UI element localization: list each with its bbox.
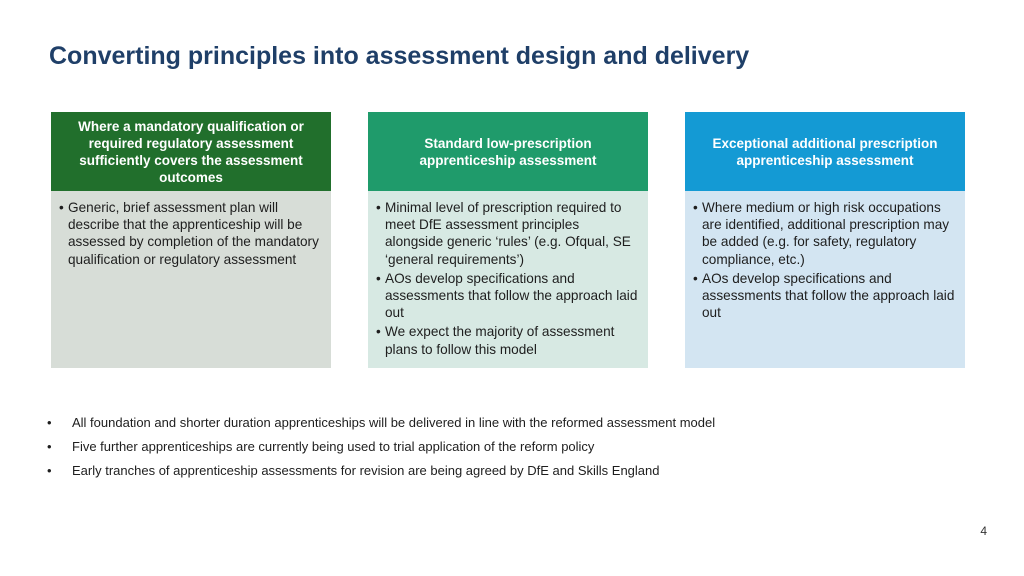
summary-bullet-list: [47, 414, 715, 486]
card-bullet: • We expect the majority of assessment plans to follow this model: [376, 324, 615, 357]
summary-bullet: • Five further apprenticeships are currently being used to trial application of the reform policy: [47, 439, 595, 454]
card-bullet: • Where medium or high risk occupations are identified, additional prescription may be added (e.g. for safety, regulatory compliance, etc.): [693, 200, 950, 267]
bullet-icon: •: [59, 200, 64, 215]
card-bullet: • Generic, brief assessment plan will describe that the apprenticeship will be assessed by completion of the mandatory qualification or regulatory assessment: [59, 200, 319, 267]
card-heading: Exceptional additional prescription apprenticeship assessment: [685, 112, 965, 191]
card-bullet: • Minimal level of prescription required to meet DfE assessment principles alongside generic ‘rules’ (e.g. Ofqual, SE ‘general requirements’): [376, 200, 631, 267]
slide-title: Converting principles into assessment design and delivery: [49, 42, 750, 70]
card-bullet: • AOs develop specifications and assessments that follow the approach laid out: [376, 270, 638, 321]
bullet-icon: •: [376, 270, 381, 286]
bullet-icon: •: [47, 439, 52, 454]
card-heading: Standard low-prescription apprenticeship assessment: [368, 112, 648, 191]
card-exceptional-prescription: [685, 112, 965, 368]
card-mandatory-qualification: [51, 112, 331, 368]
card-body: [368, 191, 648, 368]
card-standard-assessment: [368, 112, 648, 368]
card-body: [51, 191, 331, 368]
bullet-icon: •: [376, 324, 381, 340]
page-number: 4: [980, 524, 987, 538]
bullet-icon: •: [47, 463, 52, 478]
summary-bullet: • Early tranches of apprenticeship assessments for revision are being agreed by DfE and Skills England: [47, 463, 660, 478]
card-body: [685, 191, 965, 368]
bullet-icon: •: [693, 200, 698, 215]
bullet-icon: •: [47, 415, 52, 430]
bullet-icon: •: [376, 200, 381, 215]
card-heading: Where a mandatory qualification or required regulatory assessment sufficiently covers the assessment outcomes: [51, 112, 331, 191]
card-bullet: • AOs develop specifications and assessments that follow the approach laid out: [693, 270, 955, 321]
bullet-icon: •: [693, 270, 698, 286]
summary-bullet: • All foundation and shorter duration apprenticeships will be delivered in line with the reformed assessment model: [47, 415, 716, 430]
